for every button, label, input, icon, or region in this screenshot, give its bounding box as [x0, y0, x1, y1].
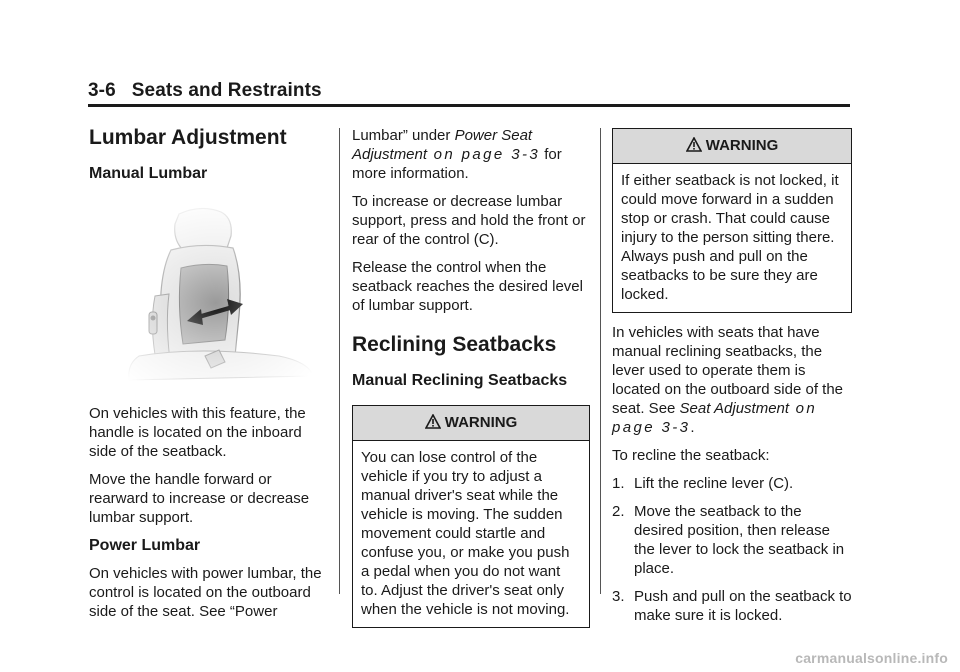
page-reference[interactable]: on page 3-3 [612, 400, 818, 436]
page-reference[interactable]: on page 3-3 [427, 146, 541, 163]
list-item [612, 587, 852, 625]
warning-title: WARNING [444, 414, 518, 431]
text: for more information. [352, 146, 562, 182]
step-text: Lift the recline lever (C). [634, 475, 794, 492]
column-1 [89, 126, 325, 630]
paragraph: To increase or decrease lumbar support, press and hold the front or rear of the control (C). [352, 193, 586, 248]
paragraph [352, 126, 590, 183]
page-header [88, 80, 850, 107]
lumbar-heading: Lumbar Adjustment [89, 126, 287, 149]
list-item [612, 474, 852, 493]
warning-text: You can lose control of the vehicle if you try to adjust a manual driver's seat while the vehicle is moving. The sudden movement could startle and confuse you, or make you push a pedal when you do not want to. Adjust the driver's seat only when the vehicle is not moving. [361, 449, 570, 618]
manual-reclining-subheading: Manual Reclining Seatbacks [352, 372, 568, 389]
cross-reference-link[interactable]: Power Seat Adjustment [352, 127, 533, 163]
step-text: Push and pull on the seatback to make sure it is locked. [634, 588, 852, 624]
steps-list [612, 474, 852, 625]
paragraph: On vehicles with power lumbar, the control is located on the outboard side of the seat. See “Power [89, 565, 322, 620]
column-divider [339, 128, 340, 594]
warning-box [612, 128, 852, 313]
step-number: 1. [612, 475, 625, 492]
column-divider [600, 128, 601, 594]
manual-lumbar-subheading: Manual Lumbar [89, 165, 208, 182]
seat-lumbar-illustration [109, 206, 323, 382]
section-title: Seats and Restraints [131, 80, 322, 101]
step-number: 3. [612, 588, 625, 605]
reclining-heading: Reclining Seatbacks [352, 333, 557, 356]
list-item [612, 502, 852, 578]
column-3 [612, 126, 852, 634]
warning-header [353, 406, 589, 441]
warning-triangle-icon [425, 414, 441, 430]
warning-text: If either seatback is not locked, it could move forward in a sudden stop or crash. That could cause injury to the person sitting there. Always push and pull on the seatbacks to be sure they are locked. [621, 172, 839, 303]
power-lumbar-subheading: Power Lumbar [89, 537, 201, 554]
paragraph: On vehicles with this feature, the handle is located on the inboard side of the seatback. [89, 405, 306, 460]
warning-title: WARNING [705, 137, 779, 154]
paragraph: Release the control when the seatback reaches the desired level of lumbar support. [352, 259, 583, 314]
warning-triangle-icon [686, 137, 702, 153]
step-number: 2. [612, 503, 625, 520]
text: Lumbar” under [352, 127, 455, 144]
text: . [690, 419, 695, 436]
paragraph: To recline the seatback: [612, 447, 770, 464]
column-2 [352, 126, 590, 638]
watermark: carmanualsonline.info [795, 650, 948, 666]
step-text: Move the seatback to the desired position, then release the lever to lock the seatback in place. [634, 503, 845, 577]
warning-header [613, 129, 851, 164]
paragraph: Move the handle forward or rearward to increase or decrease lumbar support. [89, 471, 310, 526]
text: In vehicles with seats that have manual reclining seatbacks, the lever used to operate them is located on the outboard side of the seat. See [612, 324, 844, 417]
paragraph [612, 323, 852, 437]
cross-reference-link[interactable]: Seat Adjustment [679, 400, 790, 417]
warning-box [352, 405, 590, 628]
page-number: 3-6 [88, 80, 116, 101]
